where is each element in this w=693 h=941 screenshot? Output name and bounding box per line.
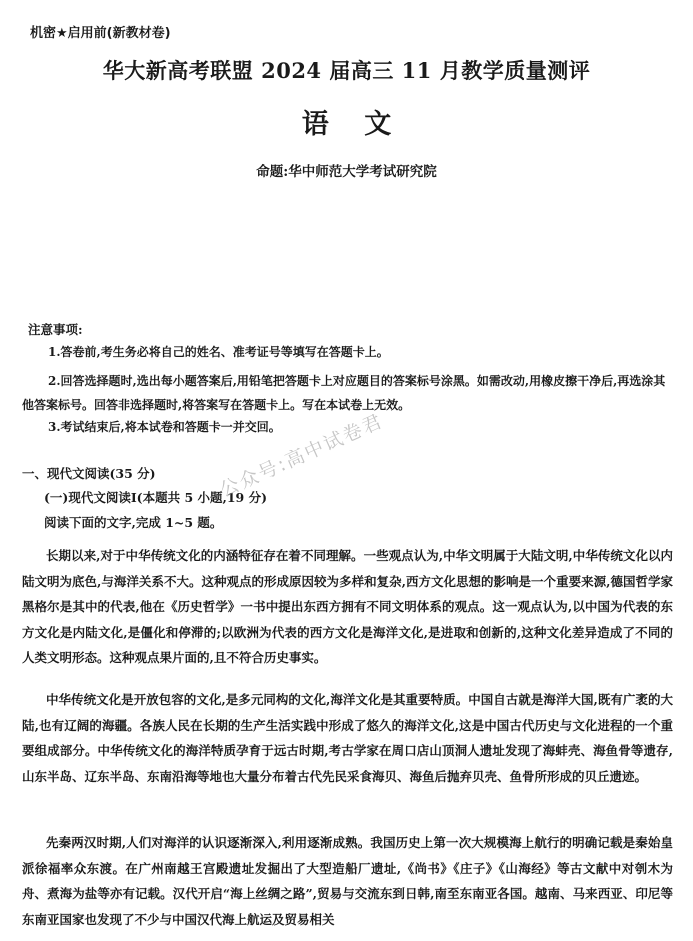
reading-instruction: 阅读下面的文字,完成 1~5 题。 bbox=[44, 515, 223, 530]
watermark: 公众号:高中试卷君 bbox=[216, 409, 387, 502]
passage-paragraph-3: 先秦两汉时期,人们对海洋的认识逐渐深入,利用逐渐成熟。我国历史上第一次大规模海上航行的明确记载是秦始皇派徐福率众东渡。在广州南越王宫殿遗址发掘出了大型造船厂遗址,《尚书》《庄子》《山海经》等古文献中对刳木为舟、煮海为盐等亦有记载。汉代开启“海上丝绸之路”,贸易与交流东到日韩,南至东南亚各国。越南、马来西亚、印尼等东南亚国家也发现了不少与中国汉代海上航运及贸易相关 bbox=[22, 835, 673, 927]
subsection-heading: (一)现代文阅读Ⅰ(本题共 5 小题,19 分) bbox=[44, 490, 268, 505]
section-heading: 一、现代文阅读(35 分) bbox=[22, 466, 156, 481]
notes-heading: 注意事项: bbox=[28, 322, 83, 337]
passage-paragraph-2: 中华传统文化是开放包容的文化,是多元同构的文化,海洋文化是其重要特质。中国自古就是海洋大国,既有广袤的大陆,也有辽阔的海疆。各族人民在长期的生产生活实践中形成了悠久的海洋文化,这是中国古代历史与文化进程的一个重要组成部分。中华传统文化的海洋特质孕育于远古时期,考古学家在周口店山顶洞人遗址发现了海蚌壳、海鱼骨等遗存,山东半岛、辽东半岛、东南沿海等地也大量分布着古代先民采食海贝、海鱼后抛弃贝壳、鱼骨所形成的贝丘遗迹。 bbox=[22, 692, 673, 784]
note-item-2: 2.回答选择题时,选出每小题答案后,用铅笔把答题卡上对应题目的答案标号涂黑。如需改动,用橡皮擦干净后,再选涂其他答案标号。回答非选择题时,将答案写在答题卡上。写在本试卷上无效。 bbox=[22, 374, 666, 412]
confidential-label: 机密★启用前(新教材卷) bbox=[30, 26, 171, 41]
author-line: 命题:华中师范大学考试研究院 bbox=[256, 164, 437, 180]
exam-title: 华大新高考联盟 2024 届高三 11 月教学质量测评 bbox=[102, 58, 591, 83]
subject-title: 语 文 bbox=[301, 109, 392, 140]
note-item-3: 3.考试结束后,将本试卷和答题卡一并交回。 bbox=[48, 420, 281, 434]
note-item-1: 1.答卷前,考生务必将自己的姓名、准考证号等填写在答题卡上。 bbox=[48, 345, 389, 359]
passage-paragraph-1: 长期以来,对于中华传统文化的内涵特征存在着不同理解。一些观点认为,中华文明属于大陆文明,中华传统文化以内陆文明为底色,与海洋关系不大。这种观点的形成原因较为多样和复杂,西方文化思想的影响是一个重要来源,德国哲学家黑格尔是其中的代表,他在《历史哲学》一书中提出东西方拥有不同文明体系的观点。这一观点认为,以中国为代表的东方文化是内陆文化,是僵化和停滞的;以欧洲为代表的西方文化是海洋文化,是进取和创新的,这种文化差异造成了不同的人类文明形态。这种观点果片面的,且不符合历史事实。 bbox=[22, 548, 673, 665]
